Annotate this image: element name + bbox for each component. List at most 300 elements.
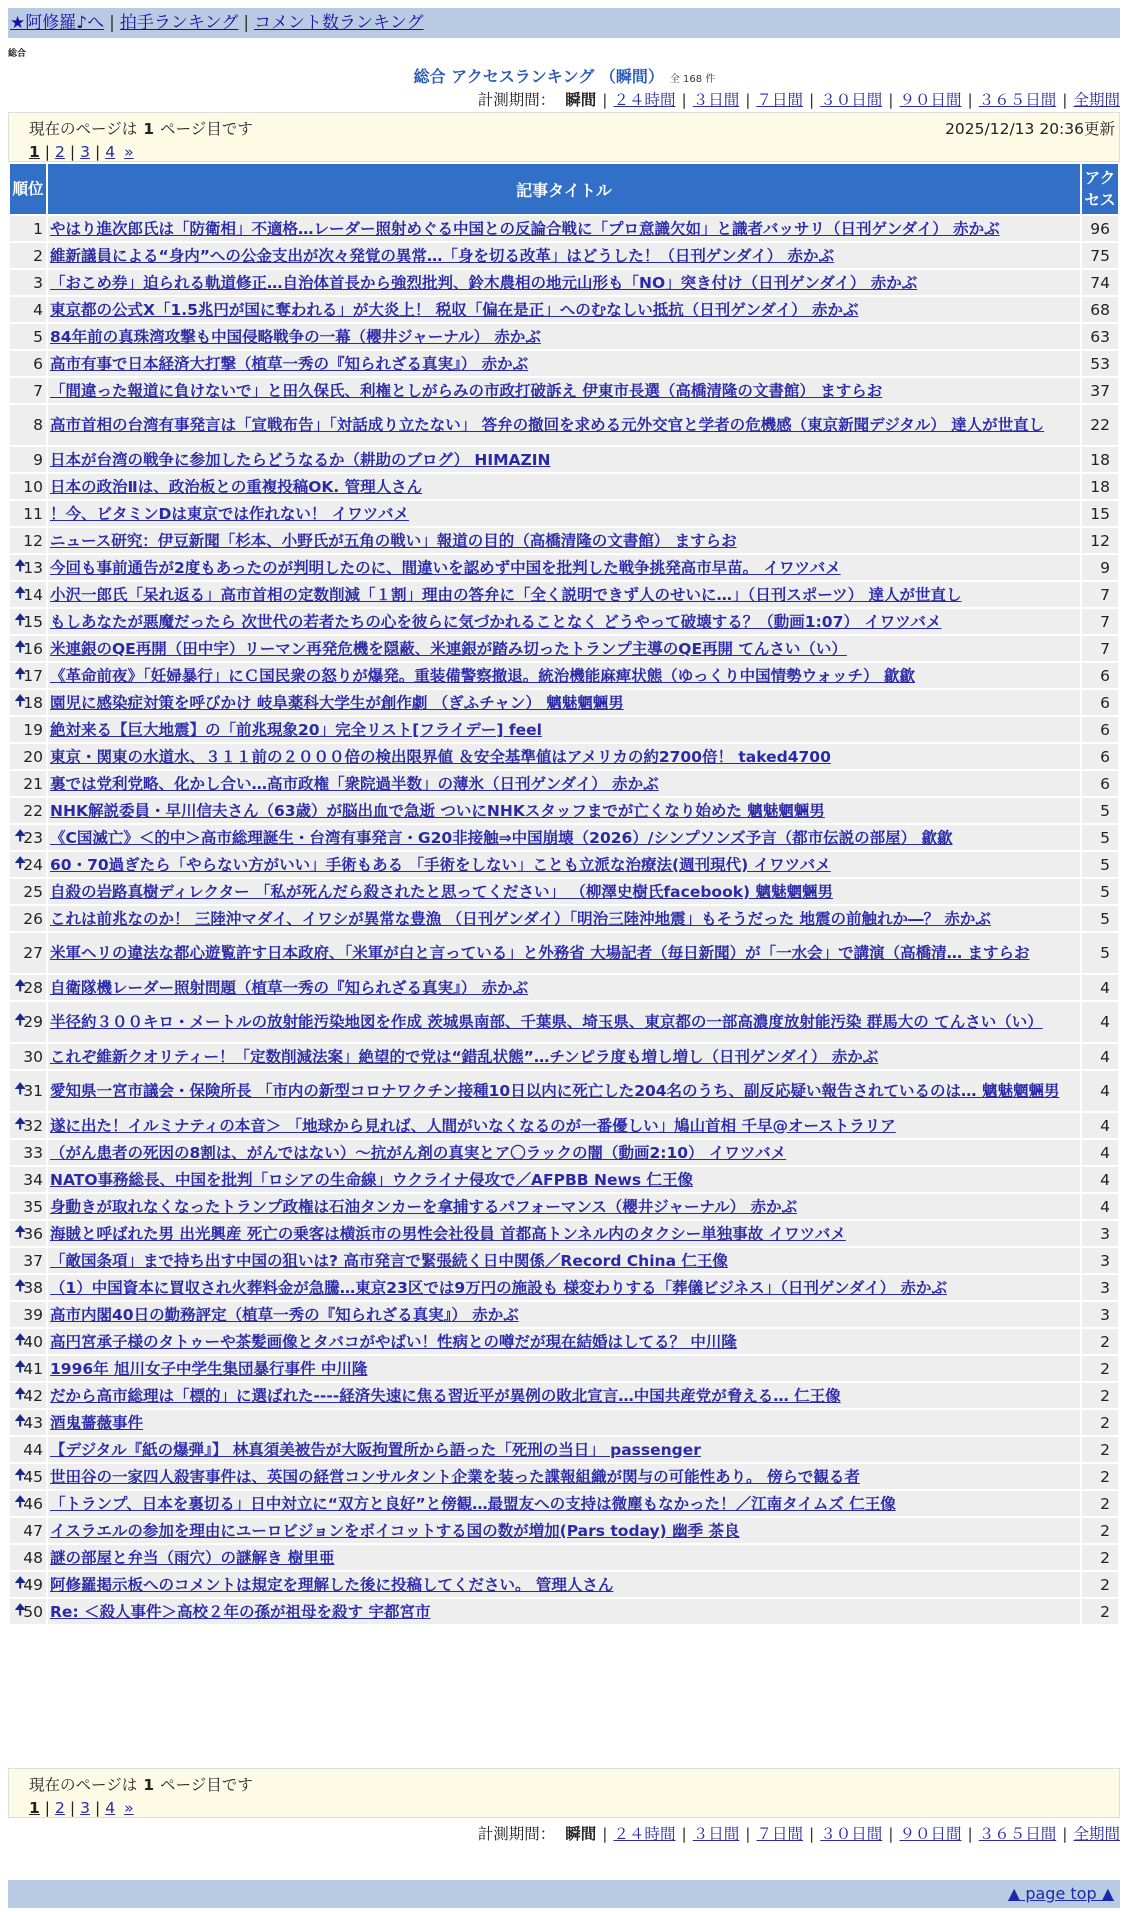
- title-cell: [48, 555, 1080, 580]
- table-row: [10, 933, 1118, 973]
- article-title-link[interactable]: 謎の部屋と弁当（雨穴）の謎解き 樹里亜: [50, 1548, 335, 1567]
- title-cell: [48, 1572, 1080, 1597]
- table-row: [10, 1002, 1118, 1042]
- access-count: 2: [1082, 1572, 1118, 1597]
- rank-cell: [10, 906, 46, 931]
- rank-up-arrow-icon: 🠉: [14, 1411, 27, 1429]
- title-cell: [48, 528, 1080, 553]
- period-link[interactable]: ２４時間: [613, 91, 676, 109]
- current-page-number: 1: [143, 120, 154, 138]
- access-count: 74: [1082, 270, 1118, 295]
- rank-cell: [10, 1221, 46, 1246]
- article-title-link[interactable]: 酒鬼薔薇事件: [50, 1413, 144, 1432]
- table-row: [10, 852, 1118, 877]
- article-title-link[interactable]: 高円宮承子様のタトゥーや茶髪画像とタバコがやばい！性病との噂だが現在結婚はしてる？ 中川隆: [50, 1332, 737, 1351]
- home-link[interactable]: ★阿修羅♪へ: [10, 13, 105, 33]
- clap-ranking-link[interactable]: 拍手ランキング: [119, 13, 239, 33]
- article-title-link[interactable]: 高市有事で日本経済大打撃（植草一秀の『知られざる真実』） 赤かぶ: [50, 354, 529, 373]
- rank-up-arrow-icon: 🠉: [14, 664, 27, 682]
- access-count: 6: [1082, 717, 1118, 742]
- rank-cell: [10, 1491, 46, 1516]
- title-cell: [48, 852, 1080, 877]
- access-count: 37: [1082, 378, 1118, 403]
- rank-cell: [10, 825, 46, 850]
- rank-cell: [10, 528, 46, 553]
- rank-number: 49: [23, 1575, 43, 1594]
- rank-number: 48: [23, 1548, 43, 1567]
- access-count: 3: [1082, 1275, 1118, 1300]
- table-row: [10, 1572, 1118, 1597]
- comment-ranking-link[interactable]: コメント数ランキング: [254, 13, 424, 33]
- period-link[interactable]: ３６５日間: [978, 1825, 1057, 1843]
- period-separator: |: [1062, 1825, 1068, 1843]
- period-separator: |: [888, 91, 894, 109]
- access-count: 2: [1082, 1329, 1118, 1354]
- article-title-link[interactable]: 米連銀のQE再開（田中宇）リーマン再発危機を隠蔽、米連銀が踏み切ったトランプ主導のQE再開 てんさい（い）: [50, 639, 847, 658]
- category-label: 総合: [8, 49, 27, 59]
- page-status: [29, 1773, 253, 1795]
- rank-cell: [10, 1071, 46, 1111]
- article-title-link[interactable]: 裏では党利党略、化かし合い…高市政権「衆院過半数」の薄氷（日刊ゲンダイ） 赤かぶ: [50, 774, 659, 793]
- article-title-link[interactable]: 阿修羅掲示板へのコメントは規定を理解した後に投稿してください。 管理人さん: [50, 1575, 614, 1594]
- title-cell: [48, 297, 1080, 322]
- table-row: [10, 975, 1118, 1000]
- pagination-link[interactable]: 4: [105, 143, 116, 161]
- bottom-bar: [8, 1880, 1120, 1908]
- table-row: [10, 1410, 1118, 1435]
- article-title-link[interactable]: 園児に感染症対策を呼びかけ 岐阜薬科大学生が創作劇 （ぎふチャン） 魑魅魍魎男: [50, 693, 624, 712]
- title-cell: [48, 351, 1080, 376]
- rank-cell: [10, 1383, 46, 1408]
- rank-number: 29: [23, 1013, 43, 1031]
- rank-cell: [10, 474, 46, 499]
- access-count: 6: [1082, 690, 1118, 715]
- rank-cell: [10, 744, 46, 769]
- pagination-separator: |: [44, 1799, 51, 1817]
- article-title-link[interactable]: 自殺の岩路真樹ディレクター 「私が死んだら殺されたと思ってください」 （柳澤史樹氏facebook) 魑魅魍魎男: [50, 882, 834, 901]
- rank-number: 7: [33, 381, 43, 400]
- period-separator: |: [967, 91, 973, 109]
- rank-cell: [10, 447, 46, 472]
- title-cell: [48, 663, 1080, 688]
- title-cell: [48, 1383, 1080, 1408]
- table-row: [10, 825, 1118, 850]
- article-title-link[interactable]: イスラエルの参加を理由にユーロビジョンをボイコットする国の数が増加(Pars today) 幽季 茶良: [50, 1521, 740, 1540]
- access-count: 96: [1082, 216, 1118, 241]
- article-title-link[interactable]: （1）中国資本に買収され火葬料金が急騰…東京23区では9万円の施設も 様変わりする「葬儀ビジネス」（日刊ゲンダイ） 赤かぶ: [50, 1278, 947, 1297]
- rank-up-arrow-icon: 🠉: [14, 1573, 27, 1591]
- access-count: 3: [1082, 1221, 1118, 1246]
- rank-up-arrow-icon: 🠉: [14, 1276, 27, 1294]
- period-link[interactable]: ７日間: [756, 1825, 803, 1843]
- rank-cell: [10, 1329, 46, 1354]
- article-title-link[interactable]: 高市内閣40日の勤務評定（植草一秀の『知られざる真実』） 赤かぶ: [50, 1305, 519, 1324]
- table-row: [10, 1248, 1118, 1273]
- article-title-link[interactable]: ニュース研究：伊豆新聞「杉本、小野氏が五角の戦い」報道の目的（高橋清隆の文書館） ますらお: [50, 531, 737, 550]
- title-cell: [48, 798, 1080, 823]
- period-current: 瞬間: [565, 91, 597, 109]
- article-title-link[interactable]: 自衛隊機レーダー照射問題（植草一秀の『知られざる真実』） 赤かぶ: [50, 978, 529, 997]
- rank-up-arrow-icon: 🠉: [14, 1492, 27, 1510]
- access-count: 2: [1082, 1383, 1118, 1408]
- article-title-link[interactable]: 《C国滅亡》＜的中＞高市総理誕生・台湾有事発言・G20非接触⇒中国崩壊（2026）/シンプソンズ予言（都市伝説の部屋） 歙歙: [50, 828, 953, 847]
- article-title-link[interactable]: これぞ維新クオリティー！「定数削減法案」絶望的で党は“錯乱状態”…チンピラ度も増し増し（日刊ゲンダイ） 赤かぶ: [50, 1047, 879, 1066]
- rank-cell: [10, 798, 46, 823]
- rank-cell: [10, 852, 46, 877]
- table-row: [10, 501, 1118, 526]
- rank-number: 46: [23, 1494, 43, 1513]
- article-title-link[interactable]: 84年前の真珠湾攻撃も中国侵略戦争の一幕（櫻井ジャーナル） 赤かぶ: [50, 327, 541, 346]
- title-cell: [48, 933, 1080, 973]
- pagination-link[interactable]: 3: [80, 143, 91, 161]
- rank-cell: [10, 1044, 46, 1069]
- rank-up-arrow-icon: 🠉: [14, 556, 27, 574]
- article-title-link[interactable]: （がん患者の死因の8割は、がんではない）～抗がん剤の真実とア〇ラックの闇（動画2:10） イワツバメ: [50, 1143, 787, 1162]
- access-count: 5: [1082, 879, 1118, 904]
- table-row: [10, 405, 1118, 445]
- period-separator: |: [745, 1825, 751, 1843]
- article-title-link[interactable]: やはり進次郎氏は「防衛相」不適格…レーダー照射めぐる中国との反論合戦に「プロ意識欠如」と識者バッサリ（日刊ゲンダイ） 赤かぶ: [50, 219, 1000, 238]
- pagination-separator: |: [44, 143, 51, 161]
- article-title-link[interactable]: 遂に出た！イルミナティの本音＞ 「地球から見れば、人間がいなくなるのが一番優しい」鳩山首相 千早@オーストラリア: [50, 1116, 896, 1135]
- rank-number: 24: [23, 855, 43, 874]
- page-status: [29, 117, 253, 139]
- table-row: [10, 216, 1118, 241]
- access-count: 7: [1082, 609, 1118, 634]
- title-cell: [48, 1194, 1080, 1219]
- article-title-link[interactable]: 小沢一郎氏「呆れ返る」高市首相の定数削減「１割」理由の答弁に「全く説明できず人のせいに…」（日刊スポーツ） 達人が世直し: [50, 585, 962, 604]
- title-cell: [48, 1002, 1080, 1042]
- article-title-link[interactable]: 米軍ヘリの違法な都心遊覧許す日本政府、「米軍が白と言っている」と外務省 大場記者（毎日新聞）が「一水会」で講演（高橋清… ますらお: [50, 944, 1030, 962]
- title-cell: [48, 609, 1080, 634]
- period-separator: |: [745, 91, 751, 109]
- rank-cell: [10, 1194, 46, 1219]
- article-title-link[interactable]: 世田谷の一家四人殺害事件は、英国の経営コンサルタント企業を装った諜報組織が関与の可能性あり。 傍らで観る者: [50, 1467, 860, 1486]
- rank-cell: [10, 351, 46, 376]
- table-row: [10, 690, 1118, 715]
- rank-cell: [10, 1302, 46, 1327]
- access-count: 5: [1082, 906, 1118, 931]
- table-row: [10, 474, 1118, 499]
- access-count: 5: [1082, 933, 1118, 973]
- article-title-link[interactable]: もしあなたが悪魔だったら 次世代の若者たちの心を彼らに気づかれることなく どうやって破壊する？（動画1:07） イワツバメ: [50, 612, 942, 631]
- rank-up-arrow-icon: 🠉: [14, 1357, 27, 1375]
- rank-cell: [10, 297, 46, 322]
- title-cell: [48, 825, 1080, 850]
- article-title-link[interactable]: 半径約３００キロ・メートルの放射能汚染地図を作成 茨城県南部、千葉県、埼玉県、東京都の一部高濃度放射能汚染 群馬大の てんさい（い）: [50, 1013, 1043, 1031]
- table-row: [10, 1464, 1118, 1489]
- rank-up-arrow-icon: 🠉: [14, 610, 27, 628]
- rank-number: 50: [23, 1602, 43, 1621]
- table-row: [10, 1356, 1118, 1381]
- table-row: [10, 1221, 1118, 1246]
- article-title-link[interactable]: 維新議員による“身内”への公金支出が次々発覚の異常…「身を切る改革」はどうした！（日刊ゲンダイ） 赤かぶ: [50, 246, 835, 265]
- rank-number: 45: [23, 1467, 43, 1486]
- access-count: 4: [1082, 1002, 1118, 1042]
- rank-number: 25: [23, 882, 43, 901]
- period-current: 瞬間: [565, 1825, 597, 1843]
- article-title-link[interactable]: 高市首相の台湾有事発言は「宣戦布告」「対話成り立たない」 答弁の撤回を求める元外交官と学者の危機感（東京新聞デジタル） 達人が世直し: [50, 416, 1045, 434]
- title-cell: [48, 378, 1080, 403]
- rank-cell: [10, 1518, 46, 1543]
- title-cell: [48, 1329, 1080, 1354]
- pagination-separator: |: [95, 143, 101, 161]
- rank-cell: [10, 501, 46, 526]
- access-count: 6: [1082, 744, 1118, 769]
- rank-number: 16: [23, 639, 43, 658]
- table-row: [10, 1113, 1118, 1138]
- title-cell: [48, 636, 1080, 661]
- table-row: [10, 879, 1118, 904]
- rank-number: 15: [23, 612, 43, 631]
- article-title-link[interactable]: 今回も事前通告が2度もあったのが判明したのに、間違いを認めず中国を批判した戦争挑発高市早苗。 イワツバメ: [50, 558, 841, 577]
- access-count: 3: [1082, 1248, 1118, 1273]
- rank-cell: [10, 1275, 46, 1300]
- rank-number: 13: [23, 558, 43, 577]
- rank-cell: [10, 405, 46, 445]
- table-row: [10, 297, 1118, 322]
- title-cell: [48, 1464, 1080, 1489]
- rank-cell: [10, 879, 46, 904]
- article-title-link[interactable]: 「おこめ券」迫られる軌道修正…自治体首長から強烈批判、鈴木農相の地元山形も「NO」突き付け（日刊ゲンダイ） 赤かぶ: [50, 273, 918, 292]
- access-count: 18: [1082, 474, 1118, 499]
- rank-number: 35: [23, 1197, 43, 1216]
- table-row: [10, 1302, 1118, 1327]
- access-count: 2: [1082, 1437, 1118, 1462]
- rank-number: 1: [33, 219, 43, 238]
- rank-up-arrow-icon: 🠉: [14, 1114, 27, 1132]
- table-row: [10, 378, 1118, 403]
- pagination-link[interactable]: 2: [55, 143, 65, 161]
- rank-number: 5: [33, 327, 43, 346]
- article-title-link[interactable]: 「間違った報道に負けないで」と田久保氏、利権としがらみの市政打破訴え 伊東市長選（高橋清隆の文書館） ますらお: [50, 381, 883, 400]
- rank-number: 6: [33, 354, 43, 373]
- rank-number: 17: [23, 666, 43, 685]
- pagination-next[interactable]: »: [124, 143, 134, 161]
- pagination-link[interactable]: 3: [80, 1799, 91, 1817]
- rank-cell: [10, 636, 46, 661]
- header-title: 記事タイトル: [48, 164, 1080, 214]
- table-row: [10, 609, 1118, 634]
- title-cell: [48, 447, 1080, 472]
- rank-cell: [10, 1140, 46, 1165]
- title-cell: [48, 1275, 1080, 1300]
- rank-number: 30: [23, 1047, 43, 1066]
- article-title-link[interactable]: 1996年 旭川女子中学生集団暴行事件 中川隆: [50, 1359, 368, 1378]
- header-access: アクセス: [1082, 164, 1118, 214]
- period-link[interactable]: ９０日間: [899, 1825, 962, 1843]
- title-cell: [48, 717, 1080, 742]
- access-count: 2: [1082, 1545, 1118, 1570]
- rank-number: 14: [23, 585, 43, 604]
- title-cell: [48, 501, 1080, 526]
- article-title-link[interactable]: 身動きが取れなくなったトランプ政権は石油タンカーを拿捕するパフォーマンス（櫻井ジャーナル） 赤かぶ: [50, 1197, 798, 1216]
- period-link[interactable]: 全期間: [1073, 1825, 1120, 1843]
- title-cell: [48, 771, 1080, 796]
- title-cell: [48, 243, 1080, 268]
- article-title-link[interactable]: だから高市総理は「標的」に選ばれた‐‐‐‐経済失速に焦る習近平が異例の敗北宣言…中国共産党が脅える… 仁王像: [50, 1386, 841, 1405]
- pagination-current: 1: [29, 1799, 40, 1817]
- rank-cell: [10, 555, 46, 580]
- title-cell: [48, 1491, 1080, 1516]
- article-title-link[interactable]: 愛知県一宮市議会・保険所長 「市内の新型コロナワクチン接種10日以内に死亡した204名のうち、副反応疑い報告されているのは… 魑魅魍魎男: [50, 1082, 1060, 1100]
- article-title-link[interactable]: 東京・関東の水道水、３１１前の２０００倍の検出限界値 ＆安全基準値はアメリカの約2700倍！ taked4700: [50, 747, 831, 766]
- table-row: [10, 744, 1118, 769]
- pagination-current: 1: [29, 143, 40, 161]
- access-count: 4: [1082, 1167, 1118, 1192]
- table-row: [10, 447, 1118, 472]
- period-selector-bottom: [478, 1822, 1120, 1844]
- rank-cell: [10, 582, 46, 607]
- rank-number: 9: [33, 450, 43, 469]
- article-title-link[interactable]: ！今、ビタミンDは東京では作れない！ イワツバメ: [50, 504, 409, 523]
- page-info-top: [8, 112, 1120, 162]
- pagination-separator: |: [69, 143, 76, 161]
- table-row: [10, 1599, 1118, 1624]
- rank-number: 36: [23, 1224, 43, 1243]
- table-row: [10, 1518, 1118, 1543]
- period-link[interactable]: ３日間: [692, 1825, 740, 1843]
- article-title-link[interactable]: 絶対来る【巨大地震】の「前兆現象20」完全リスト[フライデー] feel: [50, 720, 542, 739]
- rank-cell: [10, 771, 46, 796]
- article-title-link[interactable]: 「トランプ、日本を裏切る」日中対立に“双方と良好”と傍観…最盟友への支持は微塵もなかった！／江南タイムズ 仁王像: [50, 1494, 896, 1513]
- rank-up-arrow-icon: 🠉: [14, 1010, 27, 1029]
- rank-number: 38: [23, 1278, 43, 1297]
- rank-cell: [10, 1599, 46, 1624]
- period-link[interactable]: 全期間: [1073, 91, 1120, 109]
- period-label: 計測期間：: [477, 91, 556, 109]
- rank-cell: [10, 378, 46, 403]
- updated-timestamp: 2025/12/13 20:36更新: [945, 120, 1115, 138]
- title-cell: [48, 906, 1080, 931]
- access-count: 7: [1082, 636, 1118, 661]
- access-count: 2: [1082, 1410, 1118, 1435]
- article-title-link[interactable]: 60・70過ぎたら「やらない方がいい」手術もある 「手術をしない」ことも立派な治療法(週刊現代) イワツバメ: [50, 855, 831, 874]
- table-row: [10, 1167, 1118, 1192]
- pagination-next[interactable]: »: [124, 1799, 134, 1817]
- period-link[interactable]: ３６５日間: [978, 91, 1057, 109]
- access-count: 2: [1082, 1356, 1118, 1381]
- rank-number: 12: [23, 531, 43, 550]
- rank-up-arrow-icon: 🠉: [14, 1384, 27, 1402]
- rank-cell: [10, 1167, 46, 1192]
- article-title-link[interactable]: これは前兆なのか！ 三陸沖マダイ、イワシが異常な豊漁 （日刊ゲンダイ）「明治三陸沖地震」もそうだった 地震の前触れか―？ 赤かぶ: [50, 909, 991, 928]
- rank-number: 39: [23, 1305, 43, 1324]
- rank-cell: [10, 1002, 46, 1042]
- access-count: 53: [1082, 351, 1118, 376]
- rank-up-arrow-icon: 🠉: [14, 1600, 27, 1618]
- table-row: [10, 663, 1118, 688]
- period-separator: |: [681, 1825, 687, 1843]
- rank-cell: [10, 690, 46, 715]
- article-title-link[interactable]: 東京都の公式X「1.5兆円が国に奪われる」が大炎上！ 税収「偏在是正」へのむなしい抵抗（日刊ゲンダイ） 赤かぶ: [50, 300, 859, 319]
- title-cell: [48, 1044, 1080, 1069]
- rank-cell: [10, 1248, 46, 1273]
- rank-number: 8: [33, 416, 43, 434]
- access-count: 4: [1082, 1194, 1118, 1219]
- period-link[interactable]: ３０日間: [820, 1825, 883, 1843]
- rank-number: 11: [23, 504, 43, 523]
- period-link[interactable]: ２４時間: [613, 1825, 676, 1843]
- table-row: [10, 1383, 1118, 1408]
- table-row: [10, 528, 1118, 553]
- page-status-suffix: ページ目です: [160, 120, 253, 138]
- article-title-link[interactable]: 《革命前夜》「妊婦暴行」にＣ国民衆の怒りが爆発。重装備警察撤退。統治機能麻痺状態（ゆっくり中国情勢ウォッチ） 歙歙: [50, 666, 915, 685]
- rank-cell: [10, 270, 46, 295]
- article-title-link[interactable]: 「敵国条項」まで持ち出す中国の狙いは? 高市発言で緊張続く日中関係／Record China 仁王像: [50, 1251, 728, 1270]
- table-row: [10, 1545, 1118, 1570]
- title-cell: [48, 270, 1080, 295]
- access-count: 2: [1082, 1464, 1118, 1489]
- access-count: 5: [1082, 852, 1118, 877]
- rank-number: 44: [23, 1440, 43, 1459]
- rank-number: 34: [23, 1170, 43, 1189]
- article-title-link[interactable]: NHK解説委員・早川信夫さん（63歳）が脳出血で急逝 ついにNHKスタッフまでが亡くなり始めた 魑魅魍魎男: [50, 801, 825, 820]
- period-link[interactable]: ９０日間: [899, 91, 962, 109]
- page-status-prefix: 現在のページは: [29, 1776, 138, 1794]
- rank-up-arrow-icon: 🠉: [14, 1222, 27, 1240]
- nav-separator: |: [243, 13, 250, 33]
- period-link[interactable]: ７日間: [756, 91, 803, 109]
- period-link[interactable]: ３０日間: [820, 91, 883, 109]
- page-top-link[interactable]: ▲ page top ▲: [1007, 1884, 1114, 1903]
- title-cell: [48, 1302, 1080, 1327]
- article-title-link[interactable]: Re: ＜殺人事件＞高校２年の孫が祖母を殺す 宇都宮市: [50, 1602, 431, 1621]
- title-cell: [48, 1410, 1080, 1435]
- table-row: [10, 1071, 1118, 1111]
- access-count: 6: [1082, 771, 1118, 796]
- access-count: 4: [1082, 1113, 1118, 1138]
- page-status-suffix: ページ目です: [160, 1776, 253, 1794]
- rank-cell: [10, 243, 46, 268]
- period-separator: |: [809, 1825, 815, 1843]
- rank-cell: [10, 324, 46, 349]
- rank-up-arrow-icon: 🠉: [14, 637, 27, 655]
- title-cell: [48, 1140, 1080, 1165]
- title-cell: [48, 582, 1080, 607]
- article-title-link[interactable]: 海賊と呼ばれた男 出光興産 死亡の乗客は横浜市の男性会社役員 首都高トンネル内のタクシー単独事故 イワツバメ: [50, 1224, 846, 1243]
- access-count: 22: [1082, 405, 1118, 445]
- access-count: 4: [1082, 1044, 1118, 1069]
- pagination-link[interactable]: 2: [55, 1799, 65, 1817]
- article-title-link[interactable]: NATO事務総長、中国を批判「ロシアの生命線」ウクライナ侵攻で／AFPBB News 仁王像: [50, 1170, 693, 1189]
- ranking-table: [8, 162, 1120, 1626]
- rank-cell: [10, 1356, 46, 1381]
- access-count: 4: [1082, 1140, 1118, 1165]
- page-status-prefix: 現在のページは: [29, 120, 138, 138]
- rank-number: 32: [23, 1116, 43, 1135]
- title-cell: [48, 1518, 1080, 1543]
- access-count: 9: [1082, 555, 1118, 580]
- article-title-link[interactable]: 【デジタル『紙の爆弾』】 林真須美被告が大阪拘置所から語った「死刑の当日」 passenger: [50, 1440, 701, 1459]
- rank-number: 26: [23, 909, 43, 928]
- period-separator: |: [681, 91, 687, 109]
- rank-cell: [10, 717, 46, 742]
- title-cell: [48, 879, 1080, 904]
- rank-number: 47: [23, 1521, 43, 1540]
- period-link[interactable]: ３日間: [692, 91, 740, 109]
- title-cell: [48, 216, 1080, 241]
- rank-cell: [10, 609, 46, 634]
- rank-cell: [10, 975, 46, 1000]
- nav-separator: |: [109, 13, 115, 33]
- article-title-link[interactable]: 日本の政治Ⅱは、政治板との重複投稿OK. 管理人さん: [50, 477, 423, 496]
- table-row: [10, 1194, 1118, 1219]
- period-separator: |: [602, 1825, 608, 1843]
- article-title-link[interactable]: 日本が台湾の戦争に参加したらどうなるか（耕助のブログ） HIMAZIN: [50, 450, 551, 469]
- table-row: [10, 798, 1118, 823]
- pagination-link[interactable]: 4: [105, 1799, 116, 1817]
